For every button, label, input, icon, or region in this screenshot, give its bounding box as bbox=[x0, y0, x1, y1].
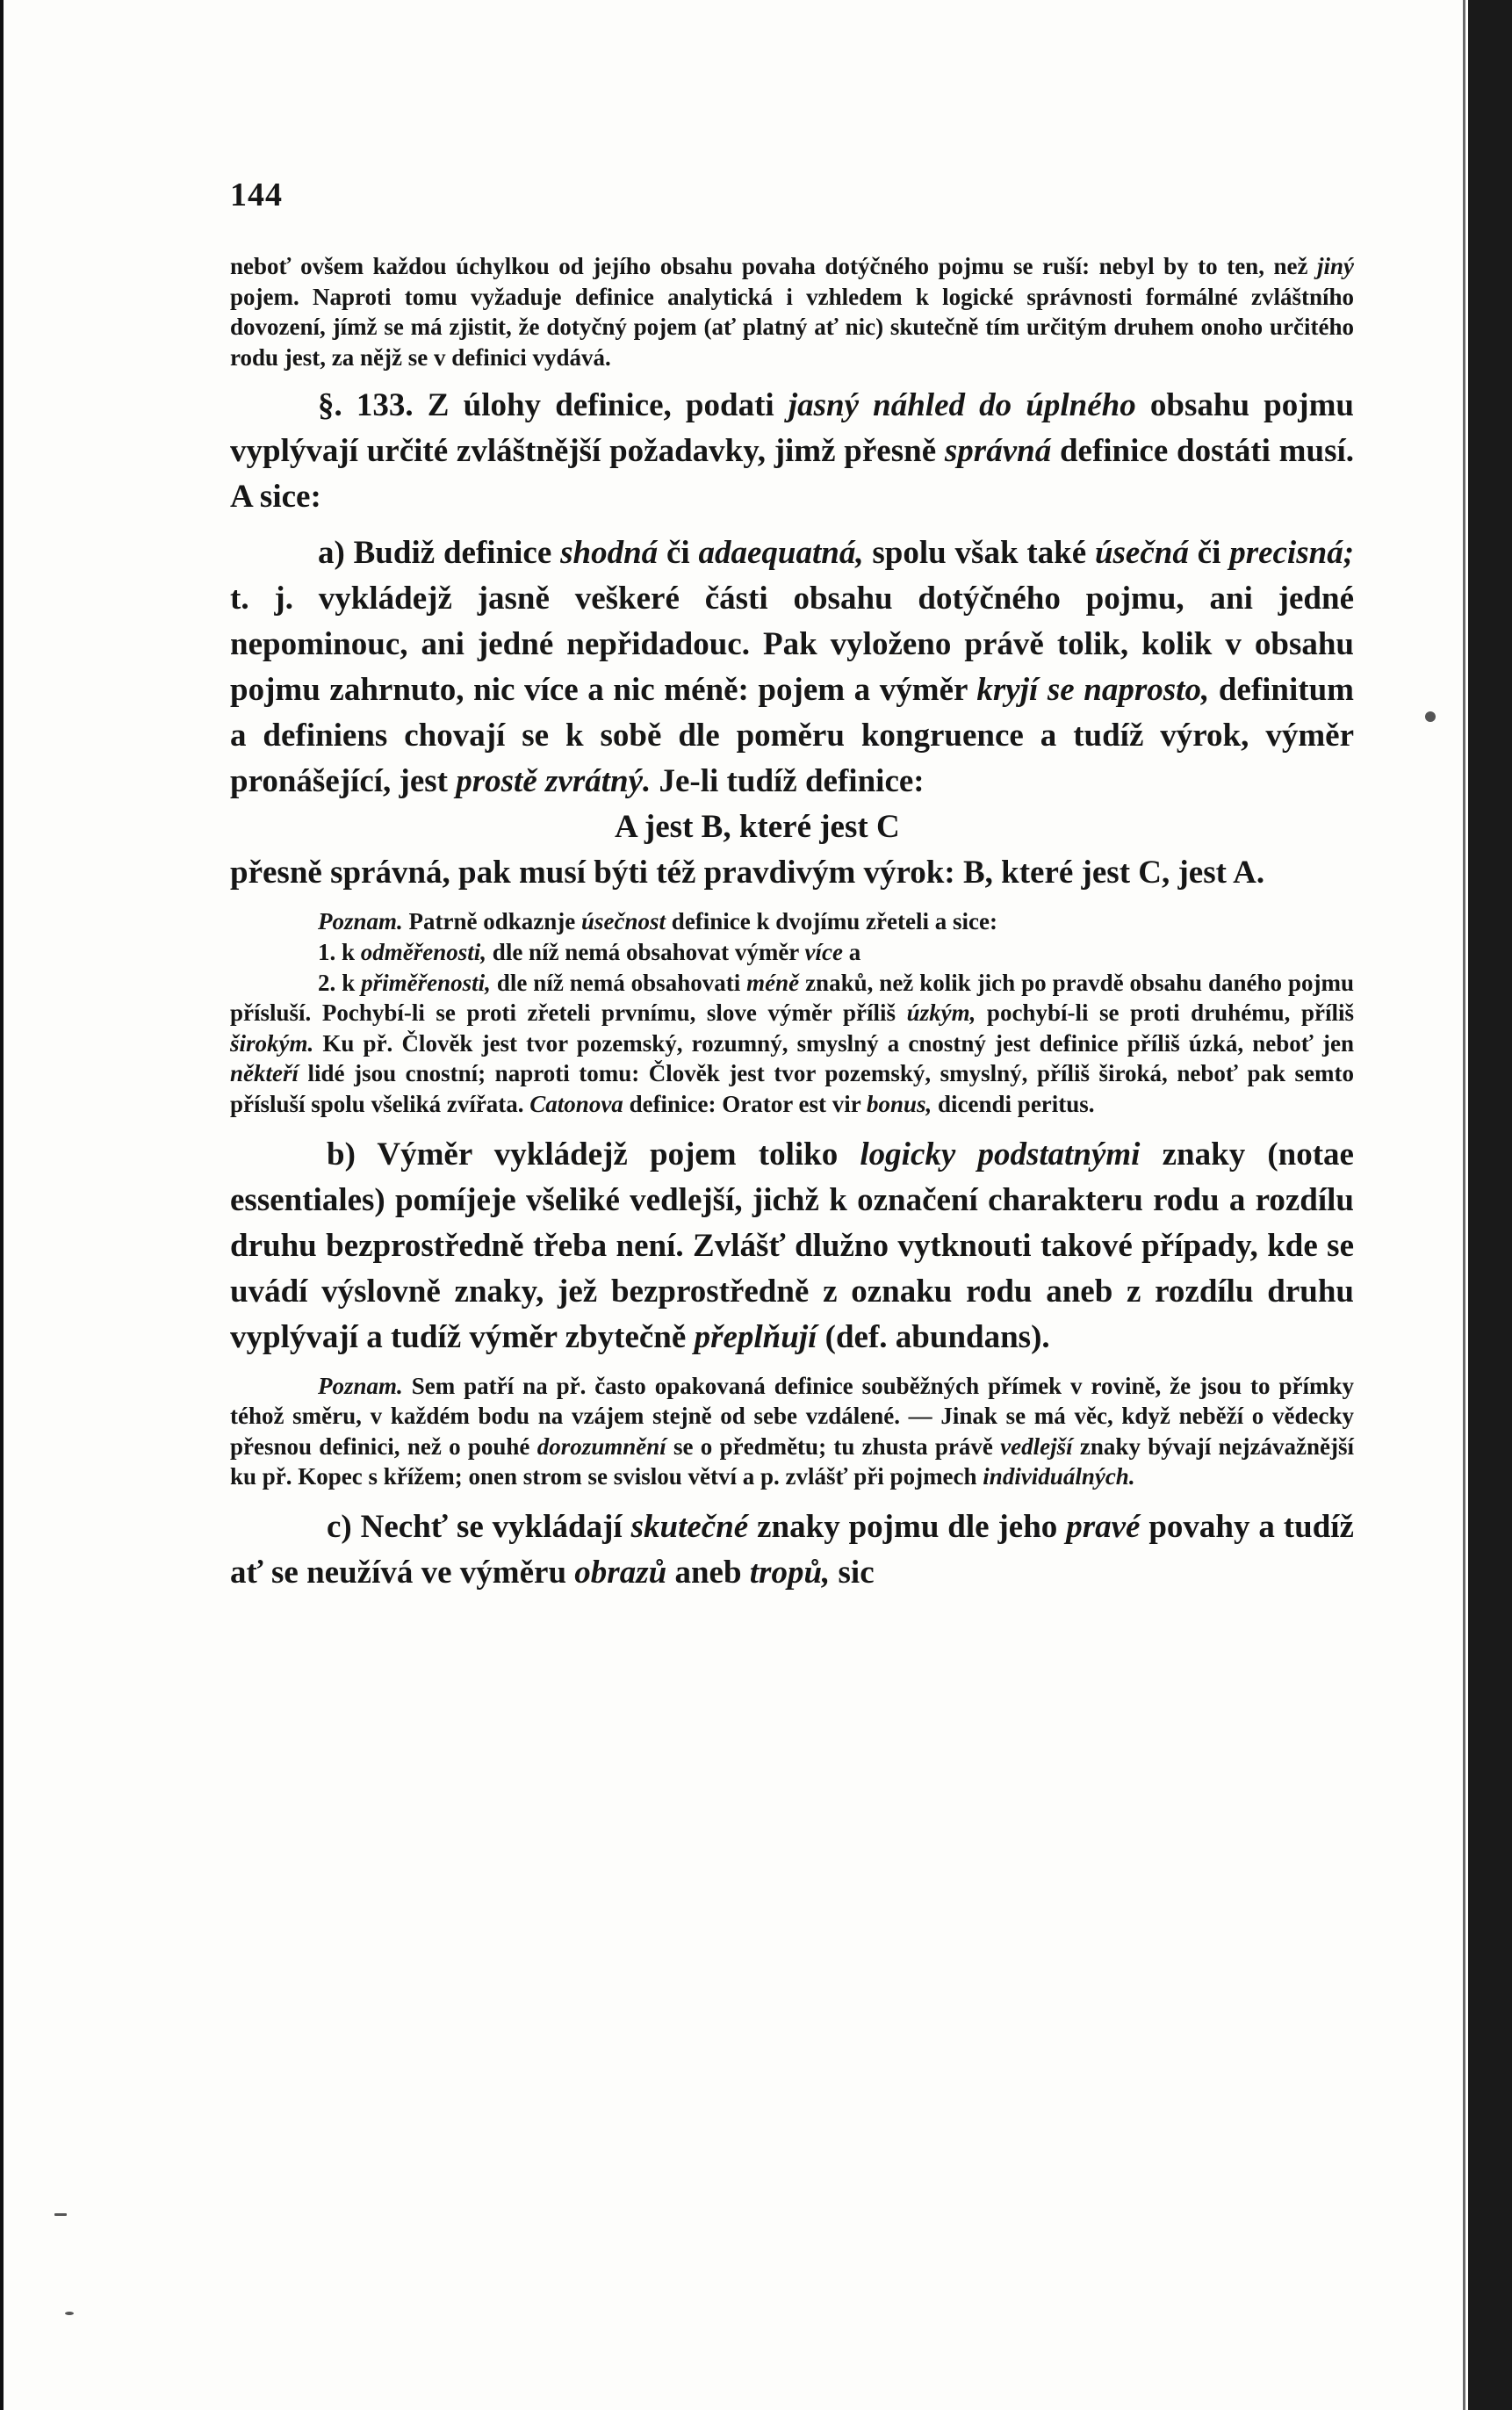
italic-run: odměřenosti, bbox=[360, 938, 487, 965]
text-run: c) Nechť se vykládají bbox=[327, 1508, 631, 1545]
text-run: definice: Orator est vir bbox=[623, 1090, 867, 1117]
text-run: definitum a definiens chovají se k sobě dle poměru kongruence a tudíž výrok, výměr pronášející, jest bbox=[230, 672, 1355, 800]
italic-run: někteří bbox=[230, 1060, 299, 1087]
text-run: znaků, než kolik jich po pravdě obsahu daného pojmu přísluší. Pochybí-li se proti zřeteli prvnímu, slove výměr příliš bbox=[230, 969, 1354, 1027]
note-1-item-1 bbox=[230, 937, 1354, 968]
italic-run: přiměřenosti, bbox=[361, 969, 491, 996]
print-speck bbox=[65, 2312, 74, 2315]
text-run: přesně správná, pak musí býti též pravdivým výrok: B, které jest C, jest A. bbox=[230, 855, 1265, 891]
italic-run: jiný bbox=[1316, 253, 1354, 279]
print-speck bbox=[54, 2213, 67, 2216]
text-run: se o předmětu; tu zhusta právě bbox=[666, 1432, 1001, 1460]
italic-run: méně bbox=[746, 969, 800, 996]
italic-run: bonus, bbox=[866, 1090, 932, 1117]
italic-run: Poznam. bbox=[318, 908, 403, 935]
italic-run: pravé bbox=[1066, 1508, 1141, 1545]
text-run: Je-li tudíž definice: bbox=[651, 763, 925, 800]
italic-run: jasný náhled do úplného bbox=[788, 387, 1136, 424]
italic-run: obrazů bbox=[574, 1554, 667, 1591]
text-run: pojem. Naproti tomu vyžaduje definice analytická i vzhledem k logické správnosti formálné zvláštního dovození, jímž se má zjistit, že dotyčný pojem (ať platný ať nic) skutečně tím určitým druhem onoho určitého rodu jest, za nějž se v definici vydává. bbox=[230, 283, 1354, 371]
text-run: spolu však také bbox=[863, 535, 1095, 572]
italic-run: shodná bbox=[560, 535, 659, 572]
text-run: dle níž nemá obsahovati bbox=[490, 969, 747, 996]
italic-run: správná bbox=[944, 433, 1052, 470]
note-1-item-2 bbox=[230, 968, 1354, 1120]
paragraph-b-essential bbox=[230, 1132, 1354, 1360]
text-run: obsahu pojmu vyplývají určité zvláštnější požadavky, jimž přesně bbox=[230, 387, 1354, 470]
text-run: znaky (notae essentiales) pomíjeje všeliké vedlejší, jichž k označení charakteru rodu a rozdílu druhu bezprostředně třeba není. Zvlášť dlužno vytknouti takové případy, kde se uvádí výslovně znaky, jež bezprostředně z oznaku rodu aneb z rozdílu druhu vyplývají a tudíž výměr zbytečně bbox=[230, 1136, 1354, 1355]
note-2 bbox=[230, 1371, 1354, 1492]
text-run: a bbox=[843, 938, 861, 965]
text-run: b) Výměr vykládejž pojem toliko bbox=[327, 1136, 860, 1173]
text-run: t. j. vykládejž jasně veškeré části obsahu dotýčného pojmu, ani jedné nepominouc, ani jedné nepřidadouc. Pak vyloženo právě tolik, kolik v obsahu pojmu zahrnuto, nic více a nic méně: pojem a výměr bbox=[230, 581, 1354, 709]
italic-run: dorozumnění bbox=[536, 1432, 666, 1460]
text-run: znaky bývají nejzávažnější ku př. Kopec s křížem; onen strom se svislou větví a p. zvlášť při pojmech bbox=[230, 1432, 1354, 1490]
italic-run: Catonova bbox=[529, 1090, 623, 1117]
text-run: dicendi peritus. bbox=[932, 1090, 1095, 1117]
text-run: 2. k bbox=[318, 969, 362, 996]
text-run: definice k dvojímu zřeteli a sice: bbox=[666, 908, 997, 935]
right-scan-edge bbox=[1468, 0, 1512, 2410]
text-run: znaky pojmu dle jeho bbox=[748, 1508, 1067, 1545]
italic-run: širokým. bbox=[230, 1029, 314, 1057]
text-run: aneb bbox=[666, 1554, 750, 1591]
text-run: či bbox=[1188, 535, 1230, 572]
italic-run: vedlejší bbox=[1000, 1432, 1073, 1460]
text-run: a) Budiž definice bbox=[318, 535, 561, 572]
text-run: definice dostáti musí. A sice: bbox=[230, 433, 1354, 516]
paragraph-a-conclusion bbox=[230, 850, 1354, 896]
text-run: neboť ovšem každou úchylkou od jejího obsahu povaha dotýčného pojmu se ruší: nebyl by to ten, než bbox=[230, 253, 1317, 279]
formula-line: A jest B, které jest C bbox=[615, 809, 900, 846]
right-scan-edge-line bbox=[1463, 0, 1465, 2410]
italic-run: precisná; bbox=[1229, 535, 1355, 572]
text-run: §. 133. Z úlohy definice, podati bbox=[318, 387, 788, 424]
left-scan-edge bbox=[0, 0, 4, 2410]
page-number: 144 bbox=[230, 177, 283, 213]
text-run: 1. k bbox=[318, 938, 361, 965]
page-body bbox=[230, 251, 1354, 1596]
italic-run: úsečná bbox=[1094, 535, 1189, 572]
italic-run: tropů, bbox=[749, 1554, 831, 1591]
text-run: Patrně odkaznje bbox=[402, 908, 582, 935]
paragraph-section-133 bbox=[230, 383, 1354, 520]
italic-run: kryjí se naprosto, bbox=[976, 672, 1210, 709]
paragraph-c-real-marks bbox=[230, 1504, 1354, 1596]
text-run: Ku př. Člověk jest tvor pozemský, rozumný, smyslný a cnostný jest definice příliš úzká, neboť jen bbox=[313, 1029, 1354, 1057]
text-run: sic bbox=[830, 1554, 875, 1591]
italic-run: individuálných. bbox=[983, 1463, 1135, 1490]
italic-run: úzkým, bbox=[906, 999, 976, 1027]
note-1-heading bbox=[230, 906, 1354, 937]
italic-run: adaequatná, bbox=[698, 535, 864, 572]
text-run: dle níž nemá obsahovat výměr bbox=[486, 938, 805, 965]
text-run: lidé jsou cnostní; naproti tomu: Člověk jest tvor pozemský, smyslný, příliš široká, neboť pak semto přísluší spolu všeliká zvířata. bbox=[230, 1060, 1354, 1117]
italic-run: Poznam. bbox=[318, 1372, 403, 1399]
italic-run: skutečné bbox=[630, 1508, 749, 1545]
paragraph-a-adequate bbox=[230, 530, 1354, 805]
text-run: pochybí-li se proti druhému, příliš bbox=[976, 999, 1355, 1027]
text-run: či bbox=[658, 535, 699, 572]
text-run: povahy a tudíž ať se neužívá ve výměru bbox=[230, 1508, 1354, 1591]
italic-run: prostě zvrátný. bbox=[456, 763, 652, 800]
text-run: Sem patří na př. často opakovaná definice souběžných přímek v rovině, že jsou to přímky téhož směru, v každém bodu na vzájem stejně od sebe vzdálené. — Jinak se má věc, když neběží o vědecky přesnou definici, než o pouhé bbox=[230, 1372, 1354, 1460]
italic-run: úsečnost bbox=[581, 908, 666, 935]
italic-run: přeplňují bbox=[694, 1318, 817, 1355]
paragraph-continuation bbox=[230, 251, 1354, 372]
text-run: (def. abundans). bbox=[817, 1318, 1050, 1355]
italic-run: logicky podstatnými bbox=[860, 1136, 1141, 1173]
print-speck bbox=[1425, 711, 1436, 722]
italic-run: více bbox=[804, 938, 843, 965]
